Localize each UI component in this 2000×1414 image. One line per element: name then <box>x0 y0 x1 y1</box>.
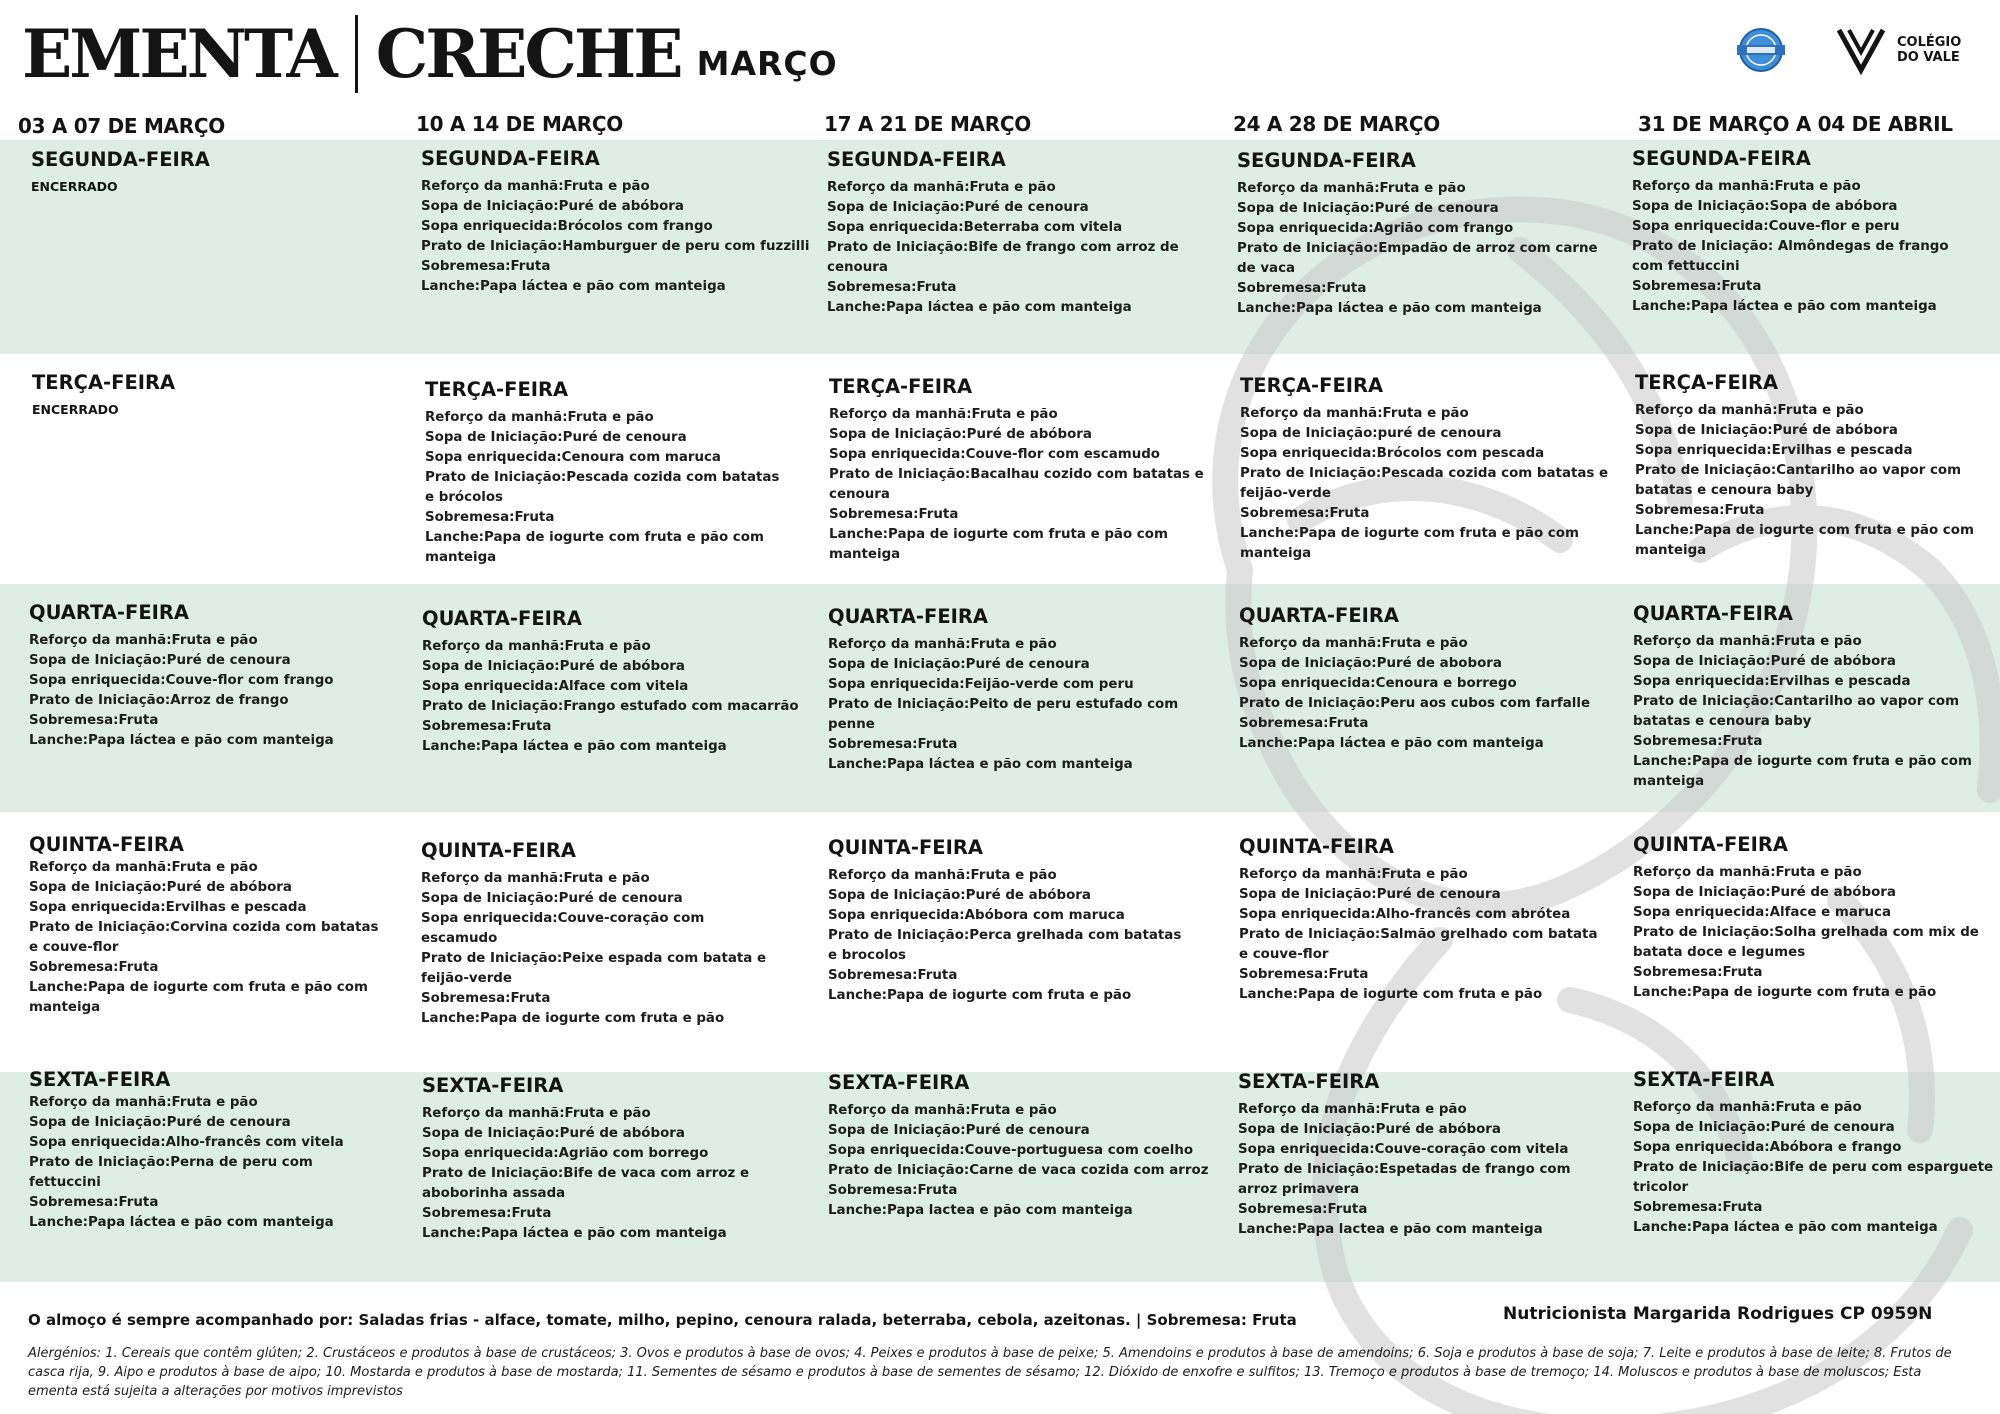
lunch-note: O almoço é sempre acompanhado por: Saladas frias - alface, tomate, milho, pepino, cenoura ralada, beterraba, cebola, azeitonas. | Sobremesa: Fruta <box>28 1311 1297 1329</box>
menu-item: Lanche:Papa de iogurte com fruta e pão <box>421 1011 725 1026</box>
menu-cell <box>422 1073 762 1244</box>
menu-item: Prato de Iniciação:Empadão de arroz com carne de vaca <box>1237 241 1598 276</box>
menu-item: Sobremesa:Fruta <box>29 1195 159 1210</box>
menu-item: Sopa de Iniciação:Puré de abóbora <box>1633 654 1896 669</box>
menu-cell <box>1239 834 1611 1005</box>
menu-item: Sopa enriquecida:Ervilhas e pescada <box>1635 443 1913 458</box>
school-name-line2: DO VALE <box>1897 50 1960 65</box>
menu-item: Sopa enriquecida:Cenoura com maruca <box>425 450 721 465</box>
menu-item: Prato de Iniciação:Peru aos cubos com farfalle <box>1239 696 1591 711</box>
menu-cell <box>421 146 811 297</box>
menu-item: Reforço da manhã:Fruta e pão <box>1633 865 1862 880</box>
menu-cell <box>1633 832 1995 1003</box>
day-title: SEXTA-FEIRA <box>29 1068 171 1091</box>
menu-item: Reforço da manhã:Fruta e pão <box>828 1103 1057 1118</box>
menu-item: Sobremesa:Fruta <box>421 259 551 274</box>
menu-item: Reforço da manhã:Fruta e pão <box>1240 406 1469 421</box>
day-title: SEXTA-FEIRA <box>828 1071 970 1094</box>
closed-label: ENCERRADO <box>32 402 119 417</box>
menu-item: Prato de Iniciação:Frango estufado com macarrão <box>422 699 799 714</box>
school-name <box>1897 35 1961 65</box>
menu-item: Reforço da manhã:Fruta e pão <box>828 868 1057 883</box>
menu-item: Reforço da manhã:Fruta e pão <box>1632 179 1861 194</box>
menu-item: Reforço da manhã:Fruta e pão <box>1633 634 1862 649</box>
menu-cell <box>1635 370 1995 561</box>
menu-item: Prato de Iniciação:Cantarilho ao vapor com batatas e cenoura baby <box>1635 463 1962 498</box>
menu-cell <box>425 377 781 568</box>
day-title: QUINTA-FEIRA <box>29 833 184 856</box>
menu-cell <box>32 370 392 417</box>
menu-item: Sopa de Iniciação:Puré de abóbora <box>1633 885 1896 900</box>
menu-item: Lanche:Papa lactea e pão com manteiga <box>1238 1222 1543 1237</box>
day-title: QUINTA-FEIRA <box>1633 833 1788 856</box>
day-title: QUARTA-FEIRA <box>29 601 190 624</box>
menu-cell <box>1633 601 1995 792</box>
week-header-3: 17 A 21 DE MARÇO <box>824 112 1031 136</box>
menu-item: Lanche:Papa láctea e pão com manteiga <box>827 300 1132 315</box>
menu-item: Reforço da manhã:Fruta e pão <box>1237 181 1466 196</box>
menu-item: Prato de Iniciação:Pescada cozida com batatas e brócolos <box>425 470 780 505</box>
menu-item: Sopa de Iniciação:Puré de abóbora <box>828 888 1091 903</box>
menu-item: Reforço da manhã:Fruta e pão <box>29 633 258 648</box>
menu-item: Sopa enriquecida:Agrião com borrego <box>422 1146 709 1161</box>
allergens-note: Alergénios: 1. Cereais que contêm glúten; 2. Crustáceos e produtos à base de crustáceos; 3. Ovos e produtos à base de ovos; 4. Peixes e produtos à base de peixe; 5. Amendoins e produtos à base de amendoins; 6. Soja e produtos à base de soja; 7. Leite e produtos à base de leite; 8. Frutos de casca rija, 9. Aipo e produtos à base de aipo; 10. Mostarda e produtos à base de mostarda; 11. Sementes de sésamo e produtos à base de sementes de sésamo; 12. Dióxido de enxofre e sulfitos; 13. Tremoço e produtos à base de tremoço; 14. Moluscos e produtos à base de moluscos; Esta ementa está sujeita a alterações por motivos imprevistos <box>28 1346 1952 1399</box>
menu-cell <box>29 1067 389 1233</box>
menu-item: Lanche:Papa láctea e pão com manteiga <box>1237 301 1542 316</box>
menu-item: Prato de Iniciação:Hamburguer de peru com fuzzilli <box>421 239 810 254</box>
menu-cell <box>29 600 389 751</box>
menu-item: Sopa enriquecida:Feijão-verde com peru <box>828 677 1134 692</box>
menu-item: Sopa de Iniciação:Puré de cenoura <box>425 430 687 445</box>
menu-item: Sobremesa:Fruta <box>1240 506 1370 521</box>
menu-item: Sopa de Iniciação:Puré de abóbora <box>1635 423 1898 438</box>
menu-item: Reforço da manhã:Fruta e pão <box>425 410 654 425</box>
menu-item: Lanche:Papa láctea e pão com manteiga <box>1239 736 1544 751</box>
menu-item: Sobremesa:Fruta <box>1237 281 1367 296</box>
menu-item: Lanche:Papa de iogurte com fruta e pão com manteiga <box>29 980 368 1015</box>
menu-item: Sopa de Iniciação:Puré de cenoura <box>29 1115 291 1130</box>
menu-item: Lanche:Papa láctea e pão com manteiga <box>29 733 334 748</box>
menu-cell <box>1238 1069 1598 1240</box>
menu-item: Sopa de Iniciação:Puré de abóbora <box>1238 1122 1501 1137</box>
menu-item: Sobremesa:Fruta <box>1633 734 1763 749</box>
menu-item: Lanche:Papa láctea e pão com manteiga <box>421 279 726 294</box>
menu-item: Sopa de Iniciação:Puré de cenoura <box>1239 887 1501 902</box>
menu-item: Lanche:Papa de iogurte com fruta e pão com manteiga <box>1240 526 1579 561</box>
menu-item: Sopa enriquecida:Couve-flor e peru <box>1632 219 1900 234</box>
menu-item: Sopa enriquecida:Brócolos com pescada <box>1240 446 1545 461</box>
menu-item: Prato de Iniciação:Solha grelhada com mix de batata doce e legumes <box>1633 925 1979 960</box>
week-header-5: 31 DE MARÇO A 04 DE ABRIL <box>1638 112 1953 136</box>
school-logo-icon <box>1835 24 1893 76</box>
menu-item: Sopa enriquecida:Beterraba com vitela <box>827 220 1123 235</box>
menu-item: Sobremesa:Fruta <box>827 280 957 295</box>
menu-item: Lanche:Papa láctea e pão com manteiga <box>422 739 727 754</box>
menu-item: Reforço da manhã:Fruta e pão <box>827 180 1056 195</box>
menu-item: Sobremesa:Fruta <box>1239 967 1369 982</box>
menu-item: Lanche:Papa de iogurte com fruta e pão <box>1239 987 1543 1002</box>
menu-item: Lanche:Papa lactea e pão com manteiga <box>828 1203 1133 1218</box>
day-title: TERÇA-FEIRA <box>1240 374 1384 397</box>
menu-item: Sopa enriquecida:Couve-coração com escamudo <box>421 911 705 946</box>
menu-item: Sopa enriquecida:Abóbora com maruca <box>828 908 1125 923</box>
menu-item: Sopa de Iniciação:Puré de cenoura <box>421 891 683 906</box>
day-title: SEGUNDA-FEIRA <box>421 147 600 170</box>
menu-item: Lanche:Papa láctea e pão com manteiga <box>828 757 1133 772</box>
menu-item: Prato de Iniciação:Carne de vaca cozida com arroz <box>828 1163 1209 1178</box>
menu-item: Reforço da manhã:Fruta e pão <box>829 407 1058 422</box>
closed-label: ENCERRADO <box>31 179 118 194</box>
menu-item: Lanche:Papa de iogurte com fruta e pão com manteiga <box>425 530 764 565</box>
menu-item: Sobremesa:Fruta <box>1633 965 1763 980</box>
menu-item: Sobremesa:Fruta <box>1239 716 1369 731</box>
menu-item: Sopa enriquecida:Alho-francês com abrótea <box>1239 907 1571 922</box>
menu-item: Reforço da manhã:Fruta e pão <box>422 639 651 654</box>
menu-cell <box>827 147 1209 318</box>
menu-item: Sopa de Iniciação:Puré de abóbora <box>29 880 292 895</box>
menu-item: Sobremesa:Fruta <box>422 719 552 734</box>
menu-item: Prato de Iniciação:Pescada cozida com batatas e feijão-verde <box>1240 466 1609 501</box>
menu-item: Prato de Iniciação: Almôndegas de frango com fettuccini <box>1632 239 1949 274</box>
week-header-1: 03 A 07 DE MARÇO <box>18 114 225 138</box>
menu-cell <box>31 147 391 194</box>
day-title: SEGUNDA-FEIRA <box>1632 147 1811 170</box>
menu-item: Sopa de Iniciação:Puré de abóbora <box>421 199 684 214</box>
menu-item: Sobremesa:Fruta <box>1238 1202 1368 1217</box>
menu-item: Prato de Iniciação:Perna de peru com fettuccini <box>29 1155 313 1190</box>
day-title: QUARTA-FEIRA <box>828 605 989 628</box>
menu-item: Sopa de Iniciação:Puré de cenoura <box>1237 201 1499 216</box>
menu-cell <box>828 835 1194 1006</box>
menu-item: Sobremesa:Fruta <box>1632 279 1762 294</box>
menu-item: Sobremesa:Fruta <box>828 737 958 752</box>
menu-item: Prato de Iniciação:Corvina cozida com batatas e couve-flor <box>29 920 379 955</box>
menu-item: Sobremesa:Fruta <box>425 510 555 525</box>
day-title: TERÇA-FEIRA <box>32 371 176 394</box>
menu-item: Prato de Iniciação:Bife de vaca com arroz e aboborinha assada <box>422 1166 750 1201</box>
menu-item: Prato de Iniciação:Arroz de frango <box>29 693 289 708</box>
menu-item: Reforço da manhã:Fruta e pão <box>29 1095 258 1110</box>
menu-cell <box>1632 146 1977 317</box>
menu-item: Sobremesa:Fruta <box>1635 503 1765 518</box>
menu-item: Sopa enriquecida:Couve-flor com frango <box>29 673 334 688</box>
menu-item: Sopa enriquecida:Alface e maruca <box>1633 905 1891 920</box>
day-title: SEXTA-FEIRA <box>1238 1070 1380 1093</box>
menu-item: Sopa de Iniciação:Puré de cenoura <box>828 1123 1090 1138</box>
day-title: SEGUNDA-FEIRA <box>1237 149 1416 172</box>
school-name-line1: COLÉGIO <box>1897 35 1962 50</box>
day-title: TERÇA-FEIRA <box>425 378 569 401</box>
menu-item: Lanche:Papa de iogurte com fruta e pão com manteiga <box>1633 754 1972 789</box>
menu-item: Sobremesa:Fruta <box>829 507 959 522</box>
menu-item: Lanche:Papa láctea e pão com manteiga <box>422 1226 727 1241</box>
menu-item: Sobremesa:Fruta <box>29 960 159 975</box>
menu-cell <box>1237 148 1607 319</box>
menu-item: Lanche:Papa láctea e pão com manteiga <box>29 1215 334 1230</box>
menu-item: Reforço da manhã:Fruta e pão <box>1635 403 1864 418</box>
menu-item: Sopa de Iniciação:Puré de abóbora <box>422 659 685 674</box>
nutritionist-credit: Nutricionista Margarida Rodrigues CP 0959N <box>1503 1304 1933 1324</box>
day-title: TERÇA-FEIRA <box>1635 371 1779 394</box>
day-title: SEGUNDA-FEIRA <box>31 148 210 171</box>
menu-item: Sobremesa:Fruta <box>828 968 958 983</box>
title-creche: CRECHE <box>375 15 681 93</box>
menu-item: Sopa enriquecida:Ervilhas e pescada <box>1633 674 1911 689</box>
menu-item: Lanche:Papa láctea e pão com manteiga <box>1632 299 1937 314</box>
menu-item: Lanche:Papa de iogurte com fruta e pão <box>828 988 1132 1003</box>
day-title: TERÇA-FEIRA <box>829 375 973 398</box>
menu-item: Reforço da manhã:Fruta e pão <box>421 871 650 886</box>
menu-cell <box>829 374 1219 565</box>
menu-item: Sopa enriquecida:Alface com vitela <box>422 679 689 694</box>
day-title: QUINTA-FEIRA <box>1239 835 1394 858</box>
menu-cell <box>1633 1067 1995 1238</box>
menu-item: Prato de Iniciação:Peito de peru estufado com penne <box>828 697 1179 732</box>
menu-item: Sobremesa:Fruta <box>828 1183 958 1198</box>
page-title <box>22 14 838 94</box>
menu-item: Prato de Iniciação:Bife de frango com arroz de cenoura <box>827 240 1179 275</box>
day-title: QUARTA-FEIRA <box>1633 602 1794 625</box>
menu-item: Sopa de Iniciação:Puré de cenoura <box>828 657 1090 672</box>
menu-item: Sobremesa:Fruta <box>422 1206 552 1221</box>
menu-item: Sopa enriquecida:Couve-coração com vitela <box>1238 1142 1569 1157</box>
menu-item: Sopa de Iniciação:Puré de cenoura <box>827 200 1089 215</box>
menu-cell <box>422 606 812 757</box>
menu-cell <box>828 604 1218 775</box>
menu-item: Lanche:Papa de iogurte com fruta e pão <box>1633 985 1937 1000</box>
menu-cell <box>828 1070 1218 1221</box>
menu-item: Sopa enriquecida:Abóbora e frango <box>1633 1140 1902 1155</box>
week-header-2: 10 A 14 DE MARÇO <box>416 112 623 136</box>
menu-item: Reforço da manhã:Fruta e pão <box>1238 1102 1467 1117</box>
menu-item: Prato de Iniciação:Peixe espada com batata e feijão-verde <box>421 951 767 986</box>
menu-item: Sopa de Iniciação:Puré de abóbora <box>422 1126 685 1141</box>
menu-item: Sopa enriquecida:Brócolos com frango <box>421 219 713 234</box>
menu-item: Sopa enriquecida:Agrião com frango <box>1237 221 1514 236</box>
menu-item: Sobremesa:Fruta <box>421 991 551 1006</box>
menu-cell <box>1239 603 1609 754</box>
day-title: QUINTA-FEIRA <box>828 836 983 859</box>
day-title: SEXTA-FEIRA <box>422 1074 564 1097</box>
menu-item: Reforço da manhã:Fruta e pão <box>828 637 1057 652</box>
menu-item: Sopa de Iniciação:Puré de cenoura <box>1633 1120 1895 1135</box>
menu-item: Sopa de Iniciação:puré de cenoura <box>1240 426 1502 441</box>
menu-item: Reforço da manhã:Fruta e pão <box>1239 636 1468 651</box>
menu-item: Sopa enriquecida:Ervilhas e pescada <box>29 900 307 915</box>
menu-item: Prato de Iniciação:Bife de peru com esparguete tricolor <box>1633 1160 1994 1195</box>
day-title: QUINTA-FEIRA <box>421 839 576 862</box>
title-divider <box>355 15 358 93</box>
menu-item: Prato de Iniciação:Bacalhau cozido com batatas e cenoura <box>829 467 1204 502</box>
day-title: QUARTA-FEIRA <box>422 607 583 630</box>
menu-item: Reforço da manhã:Fruta e pão <box>421 179 650 194</box>
haccp-seal-icon <box>1733 27 1789 73</box>
menu-item: Sopa de Iniciação:Puré de abobora <box>1239 656 1502 671</box>
menu-item: Sopa de Iniciação:Puré de abóbora <box>829 427 1092 442</box>
menu-item: Prato de Iniciação:Cantarilho ao vapor com batatas e cenoura baby <box>1633 694 1960 729</box>
menu-item: Sopa enriquecida:Alho-francês com vitela <box>29 1135 344 1150</box>
menu-item: Reforço da manhã:Fruta e pão <box>1239 867 1468 882</box>
school-logo <box>1835 20 1975 80</box>
menu-item: Lanche:Papa láctea e pão com manteiga <box>1633 1220 1938 1235</box>
menu-item: Sopa de Iniciação:Sopa de abóbora <box>1632 199 1898 214</box>
menu-item: Sopa de Iniciação:Puré de cenoura <box>29 653 291 668</box>
menu-item: Sopa enriquecida:Couve-portuguesa com coelho <box>828 1143 1194 1158</box>
menu-item: Reforço da manhã:Fruta e pão <box>422 1106 651 1121</box>
menu-item: Lanche:Papa de iogurte com fruta e pão com manteiga <box>829 527 1168 562</box>
menu-item: Reforço da manhã:Fruta e pão <box>1633 1100 1862 1115</box>
menu-item: Prato de Iniciação:Perca grelhada com batatas e brocolos <box>828 928 1182 963</box>
menu-item: Sopa enriquecida:Cenoura e borrego <box>1239 676 1517 691</box>
menu-cell <box>29 832 389 1018</box>
menu-item: Prato de Iniciação:Espetadas de frango com arroz primavera <box>1238 1162 1571 1197</box>
menu-item: Lanche:Papa de iogurte com fruta e pão com manteiga <box>1635 523 1974 558</box>
title-ementa: EMENTA <box>22 15 335 93</box>
menu-item: Prato de Iniciação:Salmão grelhado com batata e couve-flor <box>1239 927 1598 962</box>
menu-item: Reforço da manhã:Fruta e pão <box>29 860 258 875</box>
menu-item: Sopa enriquecida:Couve-flor com escamudo <box>829 447 1161 462</box>
title-month: MARÇO <box>696 43 838 83</box>
menu-cell <box>1240 373 1610 564</box>
menu-item: Sobremesa:Fruta <box>29 713 159 728</box>
menu-cell <box>421 838 781 1029</box>
menu-item: Sobremesa:Fruta <box>1633 1200 1763 1215</box>
day-title: QUARTA-FEIRA <box>1239 604 1400 627</box>
day-title: SEGUNDA-FEIRA <box>827 148 1006 171</box>
day-title: SEXTA-FEIRA <box>1633 1068 1775 1091</box>
week-header-4: 24 A 28 DE MARÇO <box>1233 112 1440 136</box>
